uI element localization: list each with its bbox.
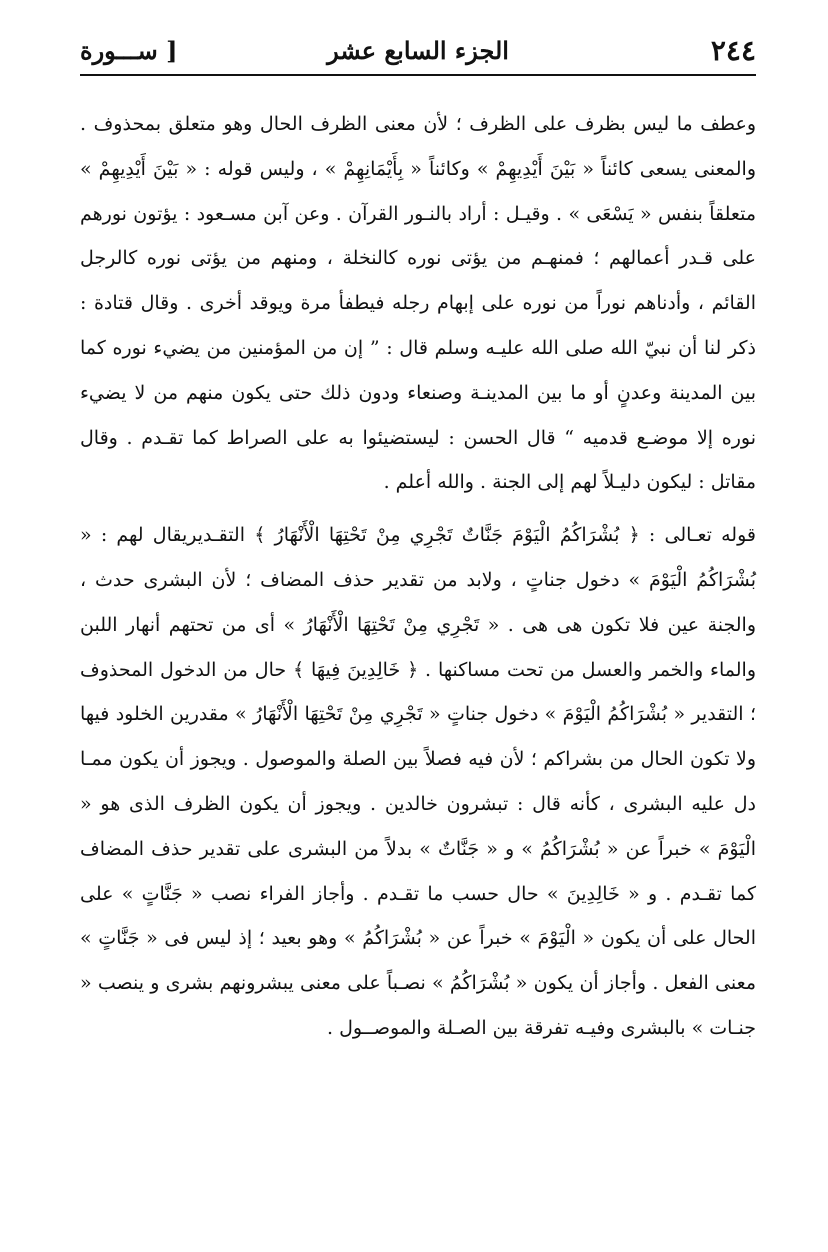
body-text (80, 102, 756, 1051)
surah-label: [ ســـورة (80, 36, 178, 65)
paragraph: وعطف ما ليس بظرف على الظرف ؛ لأن معنى الظرف الحال وهو متعلق بمحذوف . والمعنى يسعى كائناً « بَيْنَ أَيْدِيهِمْ » وكائناً « بِأَيْمَانِهِمْ » ، وليس قوله : « بَيْنَ أَيْدِيهِمْ » متعلقاً بنفس « يَسْعَى » . وقيـل : أراد بالنـور القرآن . وعن آبن مسـعود : يؤتون نورهم على قـدر أعمالهم ؛ فمنهـم من يؤتى نوره كالنخلة ، ومنهم من يؤتى نوره كالرجل القائم ، وأدناهم نوراً من نوره على إبهام رجله فيطفأ مرة ويوقد أخرى . وقال قتادة : ذكر لنا أن نبيّ الله صلى الله عليـه وسلم قال : ” إن من المؤمنين من يضيء نوره كما بين المدينة وعدنٍ أو ما بين المدينـة وصنعاء ودون ذلك حتى يكون منهم من لا يضيء نوره إلا موضـع قدميه “ قال الحسن : ليستضيئوا به على الصراط كما تقـدم . وقال مقاتل : ليكون دليـلاً لهم إلى الجنة . والله أعلم . (80, 113, 756, 494)
page-header (80, 28, 756, 76)
page-number: ٢٤٤ (710, 34, 756, 67)
running-title: الجزء السابع عشر (327, 36, 509, 65)
paragraph: قوله تعـالى : ﴿ بُشْرَاكُمُ الْيَوْمَ جَنَّاتٌ تَجْرِي مِنْ تَحْتِهَا الْأَنْهَارُ ﴾ التقـديريقال لهم : « بُشْرَاكُمُ الْيَوْمَ » دخول جناتٍ ، ولابد من تقدير حذف المضاف ؛ لأن البشرى حدث ، والجنة عين فلا تكون هى هى . « تَجْرِي مِنْ تَحْتِهَا الْأَنْهَارُ » أى من تحتهم أنهار اللبن والماء والخمر والعسل من تحت مساكنها . ﴿ خَالِدِينَ فِيهَا ﴾ حال من الدخول المحذوف ؛ التقدير « بُشْرَاكُمُ الْيَوْمَ » دخول جناتٍ « تَجْرِي مِنْ تَحْتِهَا الْأَنْهَارُ » مقدرين الخلود فيها ولا تكون الحال من بشراكم ؛ لأن فيه فصلاً بين الصلة والموصول . ويجوز أن يكون ممـا دل عليه البشرى ، كأنه قال : تبشرون خالدين . ويجوز أن يكون الظرف الذى هو « الْيَوْمَ » خبراً عن « بُشْرَاكُمُ » و « جَنَّاتٌ » بدلاً من البشرى على تقدير حذف المضاف كما تقـدم . و « خَالِدِينَ » حال حسب ما تقـدم . وأجاز الفراء نصب « جَنَّاتٍ » على الحال على أن يكون « الْيَوْمَ » خبراً عن « بُشْرَاكُمُ » وهو بعيد ؛ إذ ليس فى « جَنَّاتٍ » معنى الفعل . وأجاز أن يكون « بُشْرَاكُمُ » نصـباً على معنى يبشرونهم بشرى و ينصب « جنـات » بالبشرى وفيـه تفرقة بين الصـلة والموصــول . (80, 524, 756, 1039)
